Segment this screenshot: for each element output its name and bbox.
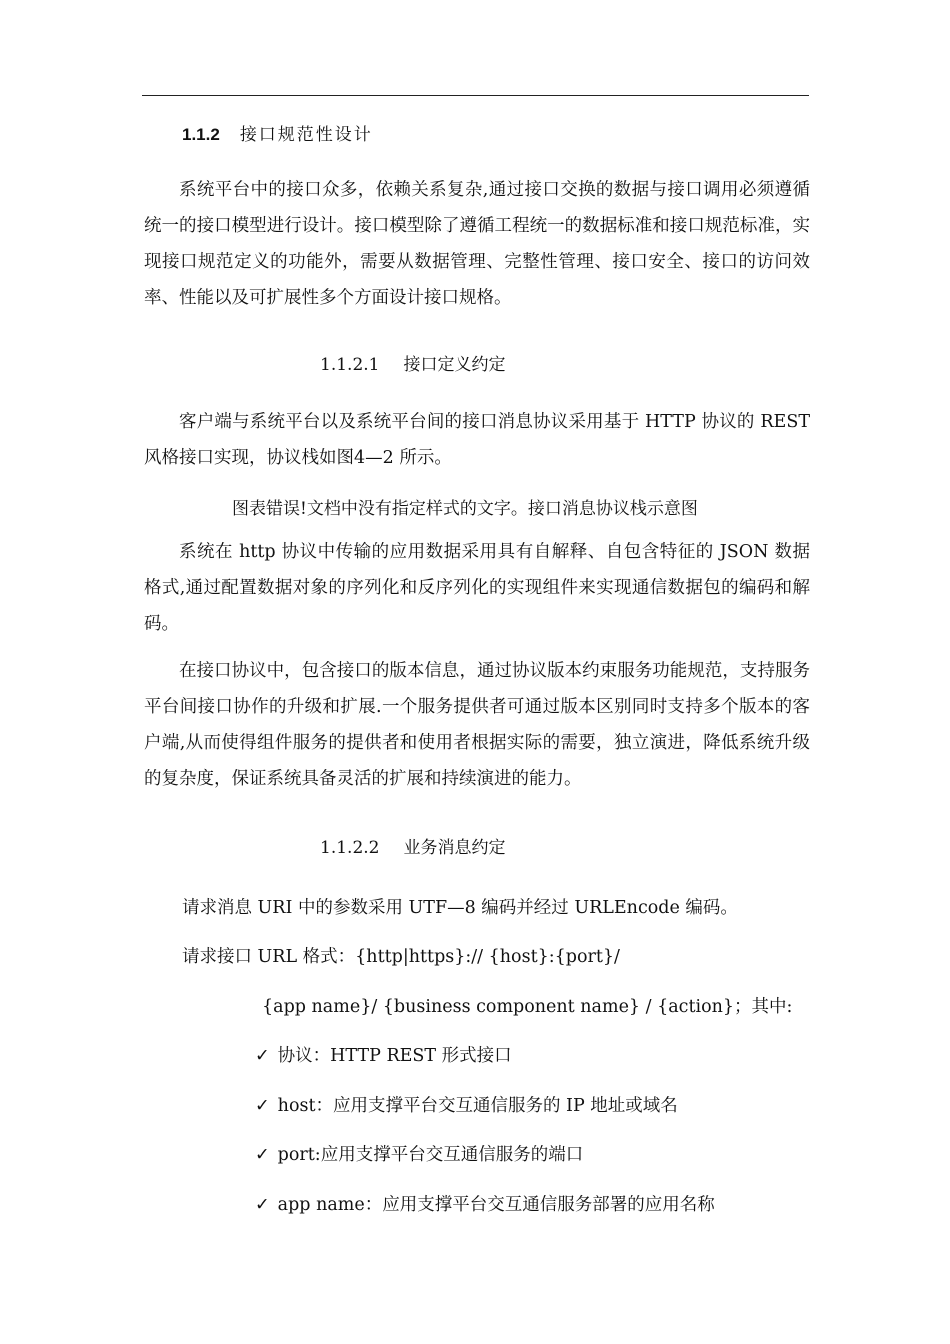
intro-paragraph: 系统平台中的接口众多，依赖关系复杂,通过接口交换的数据与接口调用必须遵循统一的接口模型进行设计。接口模型除了遵循工程统一的数据标准和接口规范标准，实现接口规范定义的功能外，需要从数据管理、完整性管理、接口安全、接口的访问效率、性能以及可扩展性多个方面设计接口规格。 <box>144 180 810 308</box>
checklist-item <box>255 1042 512 1067</box>
checklist-item-text: host：应用支撑平台交互通信服务的 IP 地址或域名 <box>277 1096 678 1116</box>
checklist-item-text: 协议：HTTP REST 形式接口 <box>277 1046 512 1066</box>
check-icon: ✓ <box>255 1145 270 1165</box>
check-icon: ✓ <box>255 1195 270 1215</box>
figure-caption: 图表错误!文档中没有指定样式的文字。接口消息协议栈示意图 <box>232 499 698 519</box>
subsection-number-1: 1.1.2.1 <box>320 355 380 375</box>
subsection-heading-1 <box>320 350 505 375</box>
checklist-item <box>255 1092 678 1117</box>
subsection-title-2: 业务消息约定 <box>403 838 506 858</box>
section-heading <box>182 120 373 145</box>
check-icon: ✓ <box>255 1096 270 1116</box>
checklist-item-text: app name：应用支撑平台交互通信服务部署的应用名称 <box>277 1195 715 1215</box>
section-number: 1.1.2 <box>182 125 220 144</box>
section-title: 接口规范性设计 <box>239 125 373 145</box>
subsection-title-1: 接口定义约定 <box>403 355 506 375</box>
checklist-item <box>255 1191 715 1216</box>
subsection-heading-2 <box>320 833 505 858</box>
checklist-item-text: port:应用支撑平台交互通信服务的端口 <box>277 1145 584 1165</box>
paragraph-version: 在接口协议中，包含接口的版本信息，通过协议版本约束服务功能规范，支持服务平台间接口协作的升级和扩展.一个服务提供者可通过版本区别同时支持多个版本的客户端,从而使得组件服务的提供者和使用者根据实际的需要，独立演进，降低系统升级的复杂度，保证系统具备灵活的扩展和持续演进的能力。 <box>144 661 810 789</box>
url-format-continuation: {app name}/ {business component name} / {action}；其中: <box>262 997 793 1017</box>
header-rule <box>142 95 809 96</box>
paragraph-protocol: 客户端与系统平台以及系统平台间的接口消息协议采用基于 HTTP 协议的 REST 风格接口实现，协议栈如图4—2 所示。 <box>144 412 810 468</box>
check-icon: ✓ <box>255 1046 270 1066</box>
subsection-number-2: 1.1.2.2 <box>320 838 380 858</box>
url-format-line: 请求接口 URL 格式：{http|https}:// {host}:{port}/ <box>182 947 620 967</box>
paragraph-json: 系统在 http 协议中传输的应用数据采用具有自解释、自包含特征的 JSON 数据格式,通过配置数据对象的序列化和反序列化的实现组件来实现通信数据包的编码和解码。 <box>144 542 810 634</box>
uri-encoding-line: 请求消息 URI 中的参数采用 UTF—8 编码并经过 URLEncode 编码。 <box>182 898 738 918</box>
checklist-item <box>255 1141 583 1166</box>
